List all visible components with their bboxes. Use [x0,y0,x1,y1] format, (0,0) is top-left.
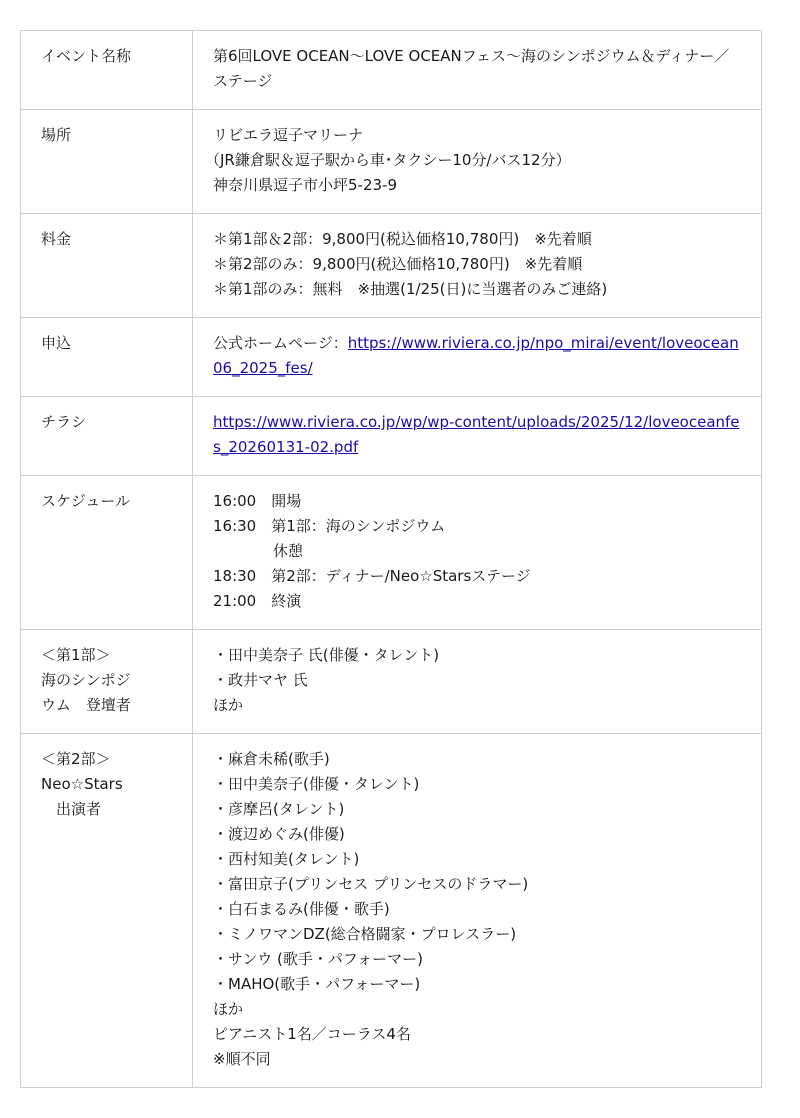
part2-label-line: 出演者 [41,800,102,818]
list-item: ・白石まるみ(俳優・歌手) [213,900,390,918]
list-item: ほか [213,1000,244,1018]
venue-label: 場所 [21,110,193,214]
part1-label [21,630,193,734]
price-label: 料金 [21,214,193,318]
part1-label-line: 海のシンポジ [41,671,131,689]
table-row-event-name [21,31,762,110]
event-name-label: イベント名称 [21,31,193,110]
application-link[interactable]: https://www.riviera.co.jp/npo_mirai/event/loveocean06_2025_fes/ [213,334,739,377]
table-row-part2-performers [21,734,762,1088]
table-row-flyer [21,397,762,476]
part2-label-line: ＜第2部＞ [41,750,111,768]
venue-name: リビエラ逗子マリーナ [213,126,364,144]
flyer-link[interactable]: https://www.riviera.co.jp/wp/wp-content/uploads/2025/12/loveoceanfes_20260131-02.pdf [213,413,740,456]
table-row-venue [21,110,762,214]
list-item: ・政井マヤ 氏 [213,671,308,689]
event-name-value: 第6回LOVE OCEAN〜LOVE OCEANフェス〜海のシンポジウム＆ディナー／ステージ [213,47,730,90]
list-item: ・田中美奈子 氏(俳優・タレント) [213,646,440,664]
schedule-label: スケジュール [21,476,193,630]
list-item: ※順不同 [213,1050,271,1068]
table-row-price [21,214,762,318]
table-row-application [21,318,762,397]
flyer-label: チラシ [21,397,193,476]
part1-label-line: ＜第1部＞ [41,646,111,664]
part1-label-line: ウム 登壇者 [41,696,131,714]
application-text [213,334,739,377]
schedule-item: 16:30 第1部：海のシンポジウム [213,517,446,535]
list-item: ・渡辺めぐみ(俳優) [213,825,345,843]
list-item: ピアニスト1名／コーラス4名 [213,1025,411,1043]
list-item: ・彦摩呂(タレント) [213,800,345,818]
list-item: ・麻倉未稀(歌手) [213,750,330,768]
list-item: ・ミノワマンDZ(総合格闘家・プロレスラー) [213,925,517,943]
list-item: ・サンウ (歌手・パフォーマー) [213,950,423,968]
list-item: ほか [213,696,244,714]
schedule-item: 18:30 第2部：ディナー/Neo☆Starsステージ [213,567,531,585]
venue-address: 神奈川県逗子市小坪5-23-9 [213,176,397,194]
part2-label [21,734,193,1088]
price-line-part1: ＊第1部のみ：無料 ※抽選(1/25(日)に当選者のみご連絡) [213,280,608,298]
venue-access: （JR鎌倉駅＆逗子駅から車･タクシー10分/バス12分） [205,151,571,169]
application-label: 申込 [21,318,193,397]
list-item: ・富田京子(プリンセス プリンセスのドラマー) [213,875,529,893]
event-info-table [20,30,762,1088]
list-item: ・田中美奈子(俳優・タレント) [213,775,420,793]
price-line-part2: ＊第2部のみ：9,800円(税込価格10,780円) ※先着順 [213,255,583,273]
schedule-item: 16:00 開場 [213,492,302,510]
application-prefix: 公式ホームページ： [213,334,348,352]
list-item: ・MAHO(歌手・パフォーマー) [213,975,421,993]
table-row-schedule [21,476,762,630]
schedule-item: 休憩 [213,542,304,560]
table-row-part1-speakers [21,630,762,734]
part2-label-line: Neo☆Stars [41,775,123,793]
schedule-item: 21:00 終演 [213,592,302,610]
price-line-part1-2: ＊第1部＆2部：9,800円(税込価格10,780円) ※先着順 [213,230,592,248]
list-item: ・西村知美(タレント) [213,850,360,868]
